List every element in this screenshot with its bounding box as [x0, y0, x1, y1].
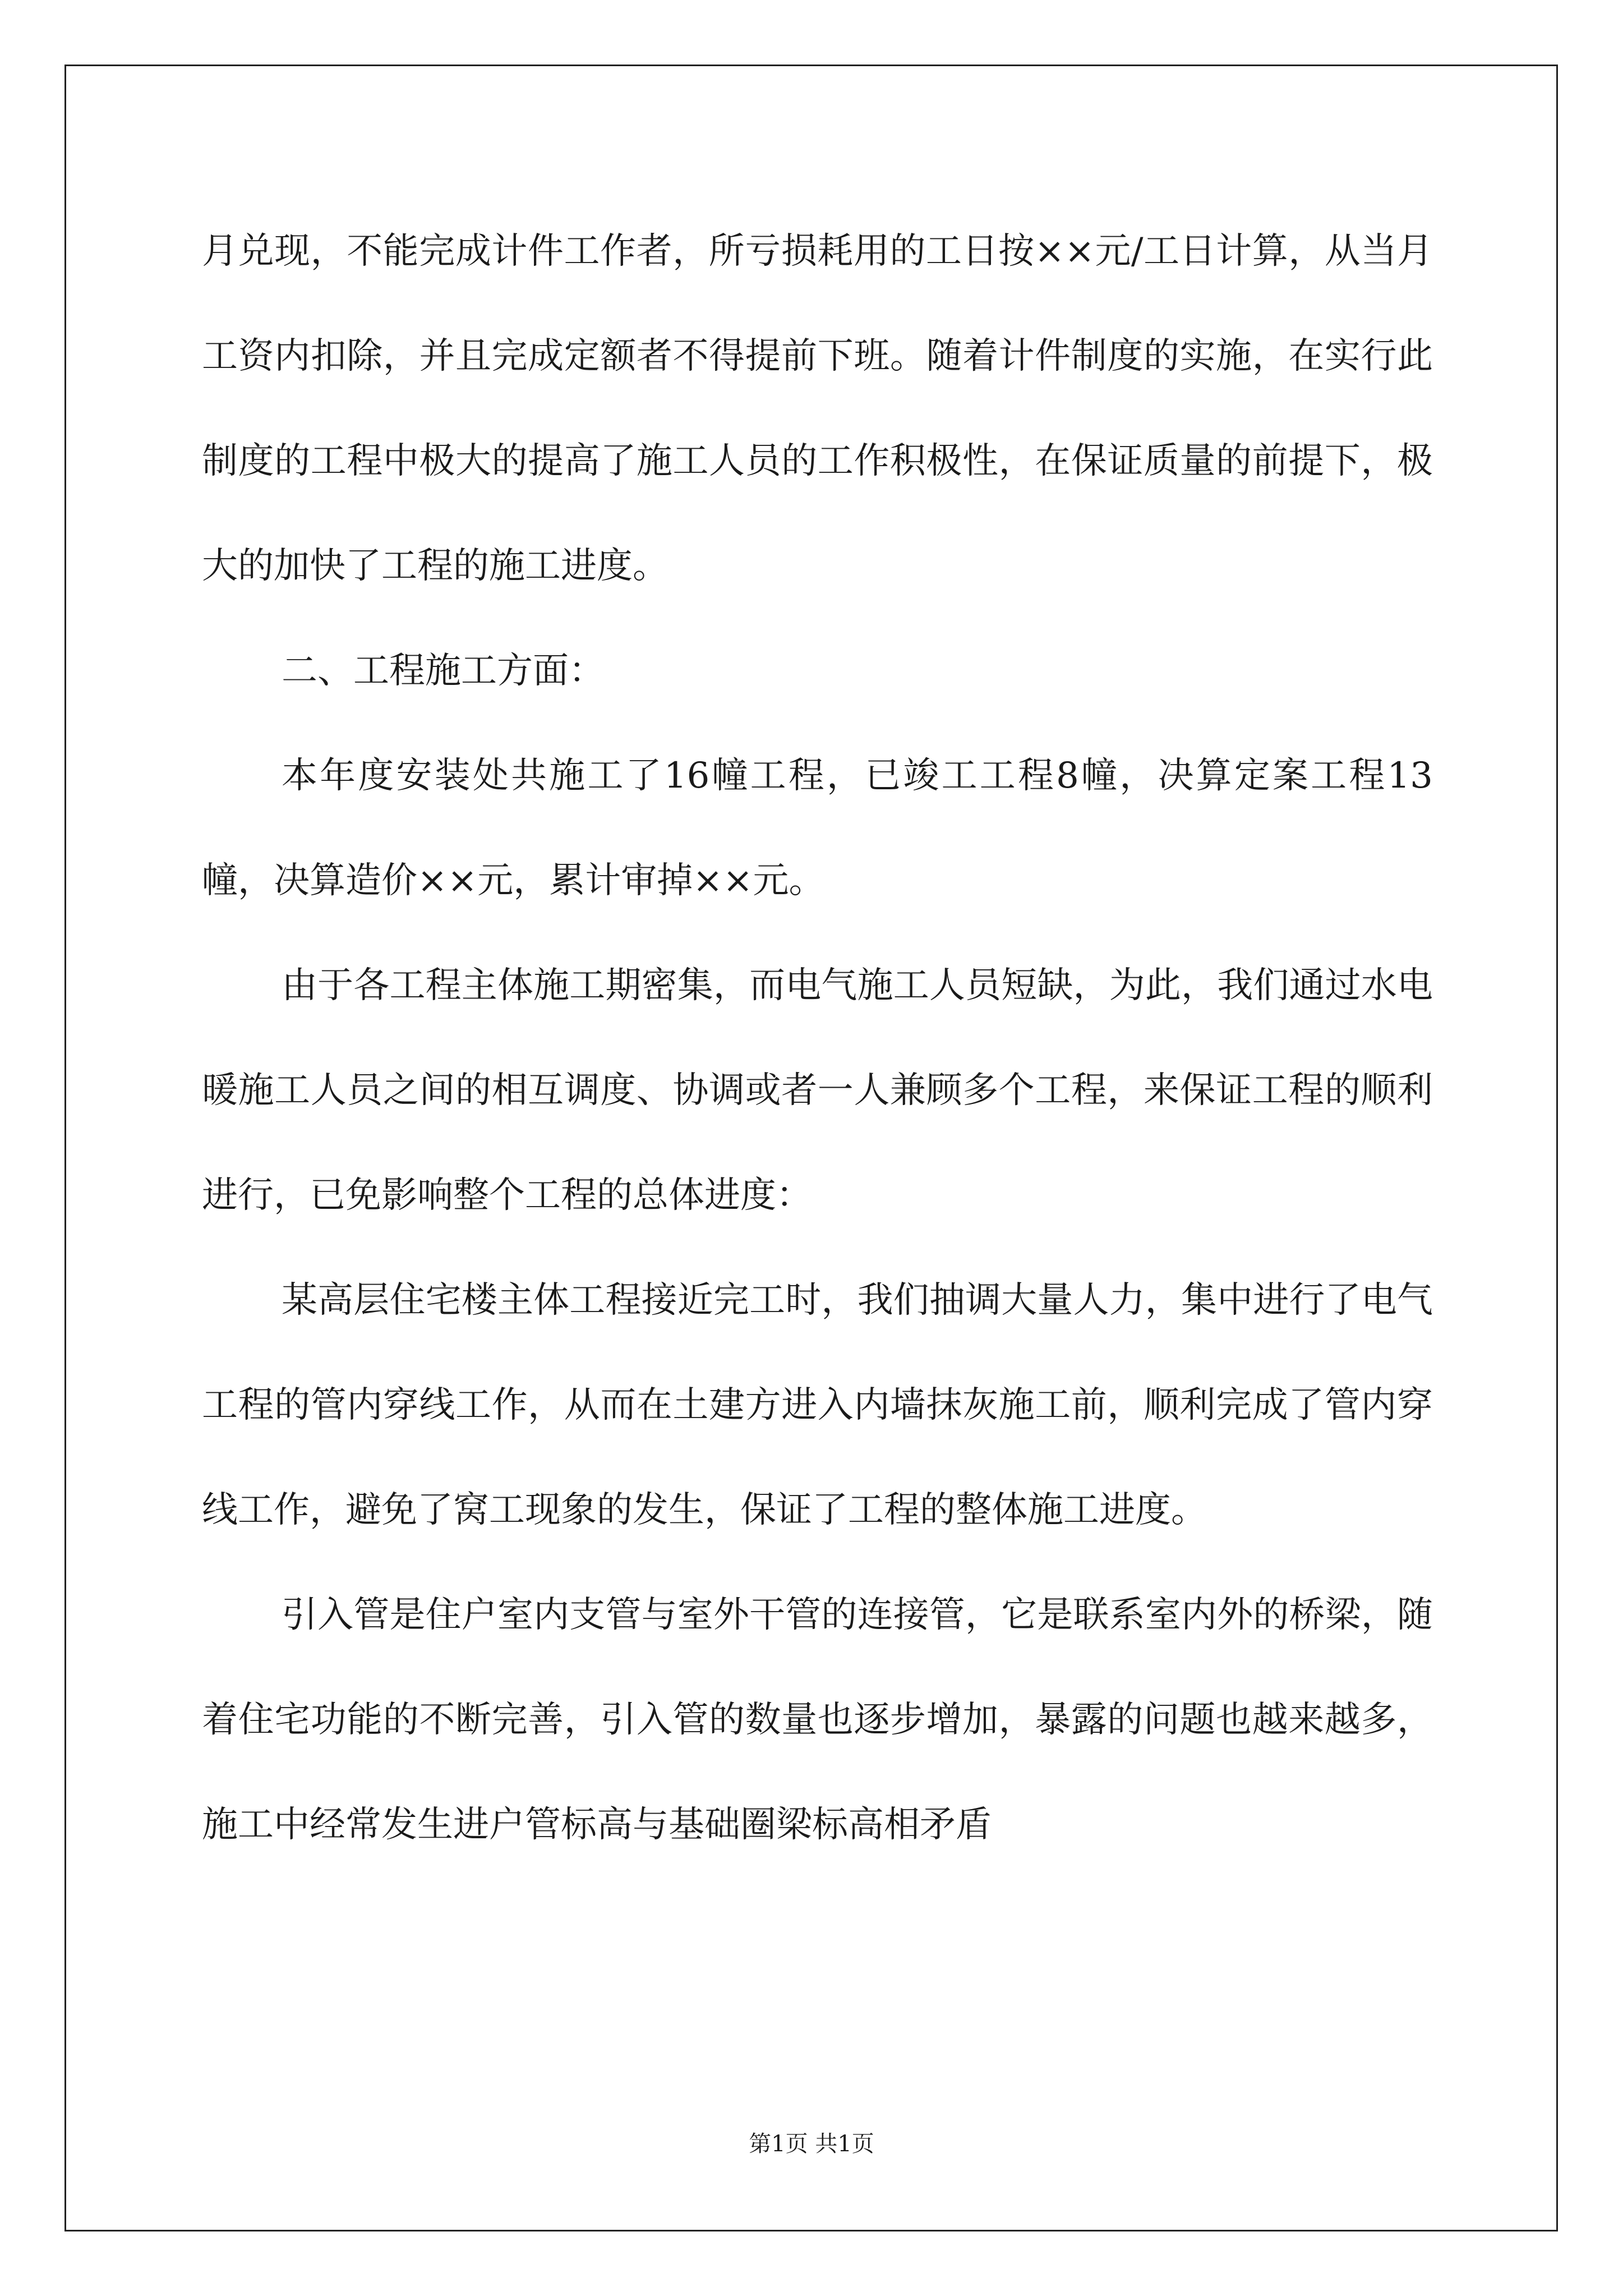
paragraph-2: 本年度安装处共施工了16幢工程，已竣工工程8幢，决算定案工程13幢，决算造价××元，累计审掉××元。	[202, 755, 1433, 901]
page-number-footer: 第1页 共1页	[749, 2131, 874, 2157]
document-body	[202, 199, 1433, 1878]
paragraph-5: 引入管是住户室内支管与室外干管的连接管，它是联系室内外的桥梁，随着住宅功能的不断完善，引入管的数量也逐步增加，暴露的问题也越来越多，施工中经常发生进户管标高与基础圈梁标高相矛盾	[202, 1594, 1433, 1846]
paragraph-3: 由于各工程主体施工期密集，而电气施工人员短缺，为此，我们通过水电暖施工人员之间的相互调度、协调或者一人兼顾多个工程，来保证工程的顺利进行，已免影响整个工程的总体进度：	[202, 965, 1433, 1216]
paragraph-4: 某高层住宅楼主体工程接近完工时，我们抽调大量人力，集中进行了电气工程的管内穿线工作，从而在土建方进入内墙抹灰施工前，顺利完成了管内穿线工作，避免了窝工现象的发生，保证了工程的整体施工进度。	[202, 1280, 1433, 1531]
section-heading: 二、工程施工方面：	[282, 650, 605, 692]
paragraph-1: 月兑现，不能完成计件工作者，所亏损耗用的工日按××元/工日计算，从当月工资内扣除，并且完成定额者不得提前下班。随着计件制度的实施，在实行此制度的工程中极大的提高了施工人员的工作积极性，在保证质量的前提下，极大的加快了工程的施工进度。	[202, 231, 1433, 587]
